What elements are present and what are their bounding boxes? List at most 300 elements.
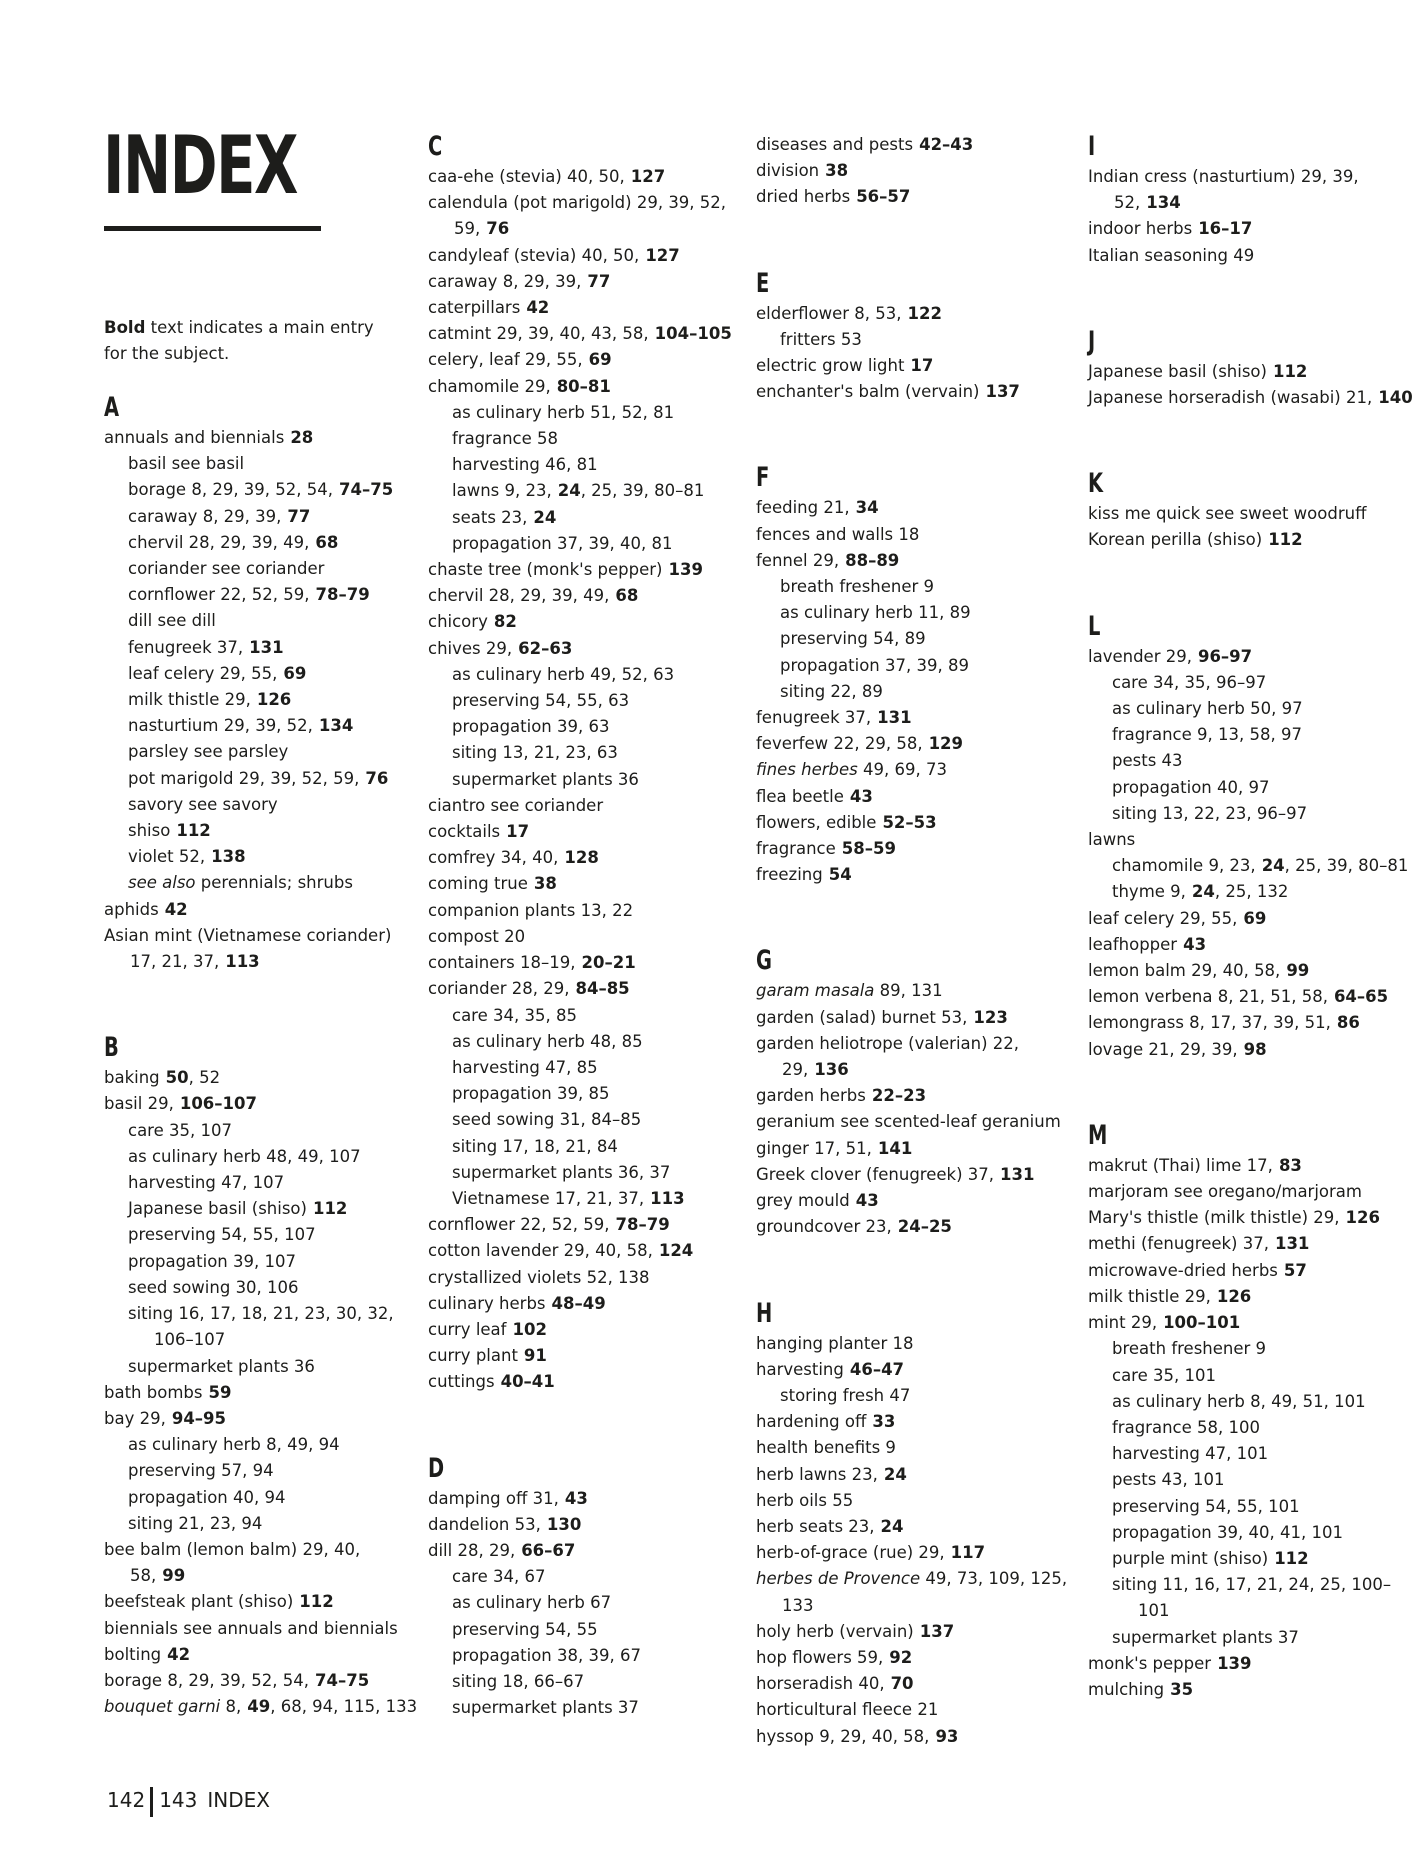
entry-text: care 35, 101 [1112, 1365, 1216, 1385]
entry-main-page: 127 [645, 245, 680, 265]
entry-main-page: 117 [950, 1543, 986, 1563]
entry-text: leaf celery 29, 55, [1088, 908, 1238, 928]
section-letter: I [1088, 131, 1096, 162]
entry-main-page: 88–89 [845, 550, 900, 570]
index-entry [104, 1380, 419, 1406]
index-section [756, 132, 1074, 211]
entry-main-page: 139 [668, 560, 703, 580]
entry-text: perennials; shrubs [195, 873, 353, 893]
index-subentry [1088, 722, 1418, 748]
entry-text: seats 23, [452, 507, 528, 527]
entry-text: dill see dill [128, 611, 216, 631]
index-column-3 [756, 132, 1074, 1750]
entry-text: chicory [428, 612, 488, 632]
entry-text: garden (salad) burnet 53, [756, 1007, 968, 1027]
entry-text: propagation 39, 63 [452, 717, 610, 737]
entry-main-page: 100–101 [1163, 1313, 1241, 1333]
entry-text: supermarket plants 37 [452, 1698, 639, 1718]
entry-text: storing fresh 47 [780, 1385, 911, 1405]
entry-text: propagation 40, 94 [128, 1487, 286, 1507]
entry-main-page: 93 [935, 1726, 959, 1746]
entry-text: elderflower 8, 53, [756, 303, 902, 323]
entry-text: hyssop 9, 29, 40, 58, [756, 1726, 930, 1746]
entry-text: propagation 40, 97 [1112, 777, 1270, 797]
entry-text: as culinary herb 50, 97 [1112, 699, 1303, 719]
entry-main-page: 62–63 [518, 638, 573, 658]
entry-main-page: 56–57 [856, 187, 911, 207]
entry-text: chamomile 29, [428, 376, 551, 396]
entry-main-page: 131 [1000, 1164, 1035, 1184]
index-entry [756, 705, 1074, 731]
entry-main-page: 91 [523, 1346, 547, 1366]
index-entry [756, 548, 1074, 574]
index-subentry [428, 1003, 746, 1029]
entry-main-page: 123 [973, 1007, 1008, 1027]
entry-text: geranium see scented-leaf geranium [756, 1112, 1061, 1132]
index-entry [1088, 932, 1418, 958]
section-letter: A [104, 392, 120, 423]
entry-main-page: 112 [176, 821, 211, 841]
index-entry [104, 1694, 419, 1720]
entry-text: compost 20 [428, 926, 526, 946]
entry-text: lemon verbena 8, 21, 51, 58, [1088, 987, 1328, 1007]
entry-text: fragrance 58, 100 [1112, 1417, 1260, 1437]
entry-text: supermarket plants 36, 37 [452, 1162, 671, 1182]
entry-text: biennials see annuals and biennials [104, 1618, 398, 1638]
index-entry [104, 1065, 419, 1091]
entry-main-page: 138 [211, 847, 246, 867]
entry-text: beefsteak plant (shiso) [104, 1592, 294, 1612]
entry-text: methi (fenugreek) 37, [1088, 1234, 1269, 1254]
entry-main-page: 68 [615, 586, 639, 606]
index-subentry [428, 1081, 746, 1107]
index-entry [104, 1091, 419, 1117]
index-subentry [104, 1249, 419, 1275]
entry-text: care 34, 35, 85 [452, 1005, 577, 1025]
index-subentry [1088, 775, 1418, 801]
index-subentry [756, 679, 1074, 705]
entry-text: pot marigold 29, 39, 52, 59, [128, 768, 360, 788]
entry-main-page: 20–21 [581, 953, 636, 973]
entry-main-page: 64–65 [1333, 987, 1389, 1007]
entry-main-page: 28 [290, 428, 314, 447]
entry-text: hardening off [756, 1412, 867, 1432]
entry-main-page: 68 [315, 532, 339, 552]
entry-main-page: 83 [1278, 1155, 1302, 1175]
entry-main-page: 130 [546, 1514, 582, 1534]
section-letter: L [1088, 610, 1101, 642]
index-entry [428, 190, 746, 242]
index-subentry [428, 1160, 746, 1186]
index-entry [428, 1538, 746, 1564]
entry-main-page: 70 [890, 1674, 914, 1694]
index-subentry [104, 530, 419, 556]
entry-main-page: 42 [167, 1644, 191, 1664]
index-subentry [1088, 1546, 1418, 1572]
index-entry [428, 243, 746, 269]
index-entry [1088, 1010, 1418, 1036]
index-entry [756, 1005, 1074, 1031]
index-entry [428, 557, 746, 583]
index-entry [1088, 243, 1418, 269]
index-subentry [1088, 1467, 1418, 1493]
entry-italic-text: fines herbes [756, 760, 858, 780]
entry-text: siting 18, 66–67 [452, 1671, 585, 1691]
entry-main-page: 129 [928, 734, 964, 754]
entry-main-page: 104–105 [654, 324, 732, 344]
entry-text: lawns 9, 23, [452, 481, 552, 501]
index-subentry [428, 1107, 746, 1133]
entry-text: Korean perilla (shiso) [1088, 530, 1263, 550]
footer-label: INDEX [207, 1788, 270, 1812]
entry-text: Japanese horseradish (wasabi) 21, [1088, 388, 1373, 408]
index-entry [104, 923, 419, 975]
entry-text: as culinary herb 67 [452, 1593, 612, 1613]
entry-text: microwave-dried herbs [1088, 1260, 1278, 1280]
index-entry [428, 1512, 746, 1538]
entry-main-page: 94–95 [171, 1408, 227, 1428]
entry-main-page: 82 [493, 612, 517, 632]
index-subentry [1088, 879, 1418, 905]
entry-main-page: 122 [907, 303, 942, 323]
section-letter: G [756, 945, 772, 977]
entry-main-page: 24–25 [897, 1217, 952, 1237]
entry-main-page: 42–43 [919, 135, 974, 154]
entry-trailing-pages: , 68, 94, 115, 133 [270, 1697, 418, 1717]
entry-trailing-pages: , 52 [188, 1068, 221, 1088]
index-subentry [104, 477, 419, 503]
entry-main-page: 139 [1217, 1653, 1252, 1673]
entry-main-page: 58–59 [841, 839, 896, 859]
entry-text: catmint 29, 39, 40, 43, 58, [428, 324, 649, 344]
entry-main-page: 80–81 [556, 376, 611, 396]
index-entry [104, 1642, 419, 1668]
section-letter: F [756, 462, 770, 494]
index-entry [756, 158, 1074, 184]
entry-text: harvesting 47, 107 [128, 1173, 285, 1193]
entry-text: damping off 31, [428, 1488, 559, 1508]
entry-main-page: 112 [299, 1592, 334, 1612]
entry-text: herb seats 23, [756, 1516, 875, 1536]
index-entry [428, 1486, 746, 1512]
index-entry [428, 1265, 746, 1291]
index-subentry [104, 1432, 419, 1458]
index-entry [104, 1537, 419, 1589]
index-subentry [104, 635, 419, 661]
index-entry [428, 950, 746, 976]
index-column-1 [104, 393, 419, 1720]
index-subentry [104, 818, 419, 844]
entry-main-page: 38 [825, 161, 849, 181]
entry-text: as culinary herb 48, 49, 107 [128, 1146, 361, 1166]
entry-text: bolting [104, 1644, 162, 1664]
index-entry [756, 1724, 1074, 1750]
entry-text: Vietnamese 17, 21, 37, [452, 1188, 645, 1208]
entry-text: bay 29, [104, 1408, 166, 1428]
entry-text: containers 18–19, [428, 953, 576, 973]
index-entry [756, 1331, 1074, 1357]
entry-text: coriander see coriander [128, 559, 325, 579]
index-subentry [1088, 1415, 1418, 1441]
entry-text: hop flowers 59, [756, 1647, 884, 1667]
index-entry [756, 731, 1074, 757]
index-entry [756, 1083, 1074, 1109]
section-letter: J [1088, 325, 1096, 357]
index-subentry [104, 766, 419, 792]
entry-text: kiss me quick see sweet woodruff [1088, 504, 1367, 524]
index-entry [1088, 1258, 1418, 1284]
entry-text: bath bombs [104, 1382, 203, 1402]
entry-text: cocktails [428, 822, 501, 842]
entry-text: annuals and biennials [104, 428, 285, 447]
entry-text: preserving 54, 55, 107 [128, 1225, 316, 1245]
entry-text: freezing [756, 865, 823, 885]
index-subentry [1088, 1363, 1418, 1389]
index-subentry [104, 1511, 419, 1537]
entry-text: supermarket plants 37 [1112, 1627, 1299, 1647]
entry-main-page: 50 [165, 1068, 189, 1088]
index-subentry [104, 1118, 419, 1144]
entry-text: as culinary herb 8, 49, 94 [128, 1435, 340, 1455]
entry-text: harvesting [756, 1359, 844, 1379]
entry-text: milk thistle 29, [1088, 1286, 1211, 1306]
entry-text: as culinary herb 51, 52, 81 [452, 402, 675, 422]
entry-text: groundcover 23, [756, 1217, 892, 1237]
index-entry [428, 898, 746, 924]
section-letter: B [104, 1032, 119, 1064]
entry-main-page: 42 [164, 899, 188, 919]
entry-main-page: 84–85 [575, 979, 630, 999]
entry-text: 89, 131 [874, 981, 943, 1001]
index-entry [1088, 385, 1418, 411]
section-letter: E [756, 267, 770, 299]
index-entry [756, 1540, 1074, 1566]
entry-text: herb lawns 23, [756, 1464, 878, 1484]
entry-main-page: 49 [247, 1697, 271, 1717]
entry-main-page: 77 [587, 271, 611, 291]
index-section [1088, 469, 1418, 553]
page-title: INDEX [103, 119, 298, 212]
index-subentry [756, 653, 1074, 679]
index-entry [756, 379, 1074, 405]
entry-text: health benefits 9 [756, 1438, 896, 1458]
entry-main-page: 22–23 [871, 1086, 927, 1106]
entry-text: basil see basil [128, 454, 245, 474]
entry-text: harvesting 47, 101 [1112, 1444, 1269, 1464]
index-entry [428, 295, 746, 321]
entry-text: preserving 57, 94 [128, 1461, 274, 1481]
entry-text: propagation 37, 39, 89 [780, 655, 969, 675]
entry-text: feverfew 22, 29, 58, [756, 734, 923, 754]
index-entry [428, 819, 746, 845]
entry-text: flowers, edible [756, 812, 877, 832]
entry-main-page: 35 [1170, 1679, 1194, 1699]
entry-text: propagation 38, 39, 67 [452, 1645, 641, 1665]
entry-text: fragrance [756, 839, 836, 859]
entry-text: fences and walls 18 [756, 524, 920, 544]
entry-main-page: 74–75 [339, 480, 394, 500]
index-subentry [428, 1564, 746, 1590]
entry-text: siting 17, 18, 21, 84 [452, 1136, 618, 1156]
entry-main-page: 33 [872, 1412, 896, 1432]
entry-text: feeding 21, [756, 498, 850, 518]
entry-text: siting 22, 89 [780, 681, 883, 701]
entry-text: seed sowing 31, 84–85 [452, 1110, 642, 1130]
entry-text: mulching [1088, 1679, 1165, 1699]
index-entry [756, 301, 1074, 327]
entry-text: leafhopper [1088, 934, 1178, 954]
entry-main-page: 92 [889, 1647, 913, 1667]
entry-main-page: 96–97 [1197, 646, 1253, 666]
entry-text: siting 21, 23, 94 [128, 1513, 263, 1533]
entry-text: purple mint (shiso) [1112, 1548, 1269, 1568]
index-subentry [756, 574, 1074, 600]
index-entry [1088, 984, 1418, 1010]
index-subentry [104, 687, 419, 713]
entry-main-page: 134 [1146, 193, 1181, 213]
index-subentry [428, 1134, 746, 1160]
index-entry [104, 1406, 419, 1432]
entry-text: pests 43, 101 [1112, 1470, 1225, 1490]
entry-main-page: 48–49 [551, 1293, 606, 1313]
index-entry [756, 1162, 1074, 1188]
entry-main-page: 52–53 [882, 812, 937, 832]
index-section [1088, 132, 1418, 269]
entry-text: fragrance 58 [452, 429, 558, 449]
index-subentry [104, 661, 419, 687]
entry-text: garden herbs [756, 1086, 866, 1106]
entry-text: as culinary herb 11, 89 [780, 603, 971, 623]
index-entry [1088, 906, 1418, 932]
entry-text: aphids [104, 899, 159, 919]
entry-text: celery, leaf 29, 55, [428, 350, 583, 370]
entry-text: curry plant [428, 1346, 518, 1366]
entry-text: basil 29, [104, 1094, 174, 1114]
entry-text: culinary herbs [428, 1293, 546, 1313]
index-entry [756, 522, 1074, 548]
entry-main-page: 131 [1274, 1234, 1310, 1254]
index-entry [1088, 644, 1418, 670]
footer-page-left: 142 [107, 1788, 146, 1812]
index-subentry [104, 1485, 419, 1511]
entry-main-page: 77 [287, 506, 311, 526]
index-subentry [428, 452, 746, 478]
index-subentry [104, 739, 419, 765]
index-entry [104, 1668, 419, 1694]
entry-main-page: 137 [985, 382, 1020, 402]
entry-text: pests 43 [1112, 751, 1183, 771]
index-entry [756, 1671, 1074, 1697]
index-entry [756, 1697, 1074, 1723]
entry-text: companion plants 13, 22 [428, 900, 634, 920]
index-entry [756, 1462, 1074, 1488]
entry-main-page: 140 [1378, 388, 1413, 408]
index-subentry [428, 714, 746, 740]
index-subentry [1088, 670, 1418, 696]
entry-text: garden heliotrope (valerian) 22, 29, [756, 1033, 1020, 1080]
entry-main-page: 131 [877, 708, 912, 728]
entry-text: borage 8, 29, 39, 52, 54, [128, 480, 334, 500]
index-entry [1088, 1179, 1418, 1205]
entry-main-page: 128 [564, 848, 599, 868]
entry-text: fennel 29, [756, 550, 840, 570]
index-subentry [428, 478, 746, 504]
entry-main-page: 112 [1272, 361, 1308, 381]
entry-text: preserving 54, 55 [452, 1619, 598, 1639]
entry-text: ginger 17, 51, [756, 1138, 872, 1158]
entry-text: propagation 39, 40, 41, 101 [1112, 1522, 1343, 1542]
entry-main-page: 69 [283, 663, 307, 683]
index-subentry [104, 1354, 419, 1380]
index-section [1088, 612, 1418, 1063]
index-subentry [104, 1196, 419, 1222]
index-entry [428, 1369, 746, 1395]
entry-text: baking [104, 1068, 160, 1088]
index-entry [428, 636, 746, 662]
entry-text: dandelion 53, [428, 1514, 541, 1534]
index-subentry [428, 1029, 746, 1055]
entry-main-page: 99 [162, 1566, 186, 1586]
entry-text: lawns [1088, 830, 1136, 850]
index-entry [104, 1616, 419, 1642]
index-subentry [428, 1055, 746, 1081]
entry-text: milk thistle 29, [128, 690, 251, 710]
entry-text: Japanese basil (shiso) [1088, 361, 1267, 381]
index-subentry [428, 662, 746, 688]
entry-text: 49, 73, 109, 125, 133 [782, 1569, 1068, 1615]
index-entry [756, 1514, 1074, 1540]
entry-text: grey mould [756, 1191, 850, 1211]
index-entry [1088, 1651, 1418, 1677]
entry-text: Mary's thistle (milk thistle) 29, [1088, 1208, 1340, 1228]
index-section [1088, 1121, 1418, 1703]
entry-main-page: 112 [312, 1199, 348, 1219]
index-entry [756, 132, 1074, 158]
index-subentry [104, 556, 419, 582]
index-entry [756, 836, 1074, 862]
entry-main-page: 74–75 [315, 1670, 370, 1690]
entry-main-page: 102 [512, 1319, 547, 1339]
entry-text: caraway 8, 29, 39, [428, 271, 582, 291]
entry-text: marjoram see oregano/marjoram [1088, 1182, 1362, 1202]
entry-text: chamomile 9, 23, [1112, 856, 1256, 876]
entry-text: Asian mint (Vietnamese coriander) 17, 21, 37, [104, 925, 392, 972]
index-entry [428, 1291, 746, 1317]
entry-text: siting 13, 22, 23, 96–97 [1112, 803, 1308, 823]
index-entry [756, 1409, 1074, 1435]
entry-text: cornflower 22, 52, 59, [128, 585, 310, 605]
entry-text: harvesting 47, 85 [452, 1057, 598, 1077]
index-subentry [756, 626, 1074, 652]
entry-text: lemon balm 29, 40, 58, [1088, 961, 1281, 981]
index-entry [756, 1214, 1074, 1240]
entry-text: crystallized violets 52, 138 [428, 1267, 650, 1287]
entry-main-page: 59 [208, 1382, 232, 1402]
intro-bold-word: Bold [104, 317, 146, 337]
entry-text: monk's pepper [1088, 1653, 1212, 1673]
index-subentry [1088, 1494, 1418, 1520]
entry-main-page: 112 [1268, 530, 1303, 550]
entry-text: indoor herbs [1088, 219, 1193, 239]
index-subentry [1088, 1336, 1418, 1362]
entry-main-page: 141 [877, 1138, 913, 1158]
entry-text: dried herbs [756, 187, 851, 207]
index-entry [428, 1317, 746, 1343]
index-subentry [428, 1590, 746, 1616]
entry-text: fenugreek 37, [756, 708, 872, 728]
entry-main-page: 43 [849, 786, 873, 806]
index-entry [428, 924, 746, 950]
